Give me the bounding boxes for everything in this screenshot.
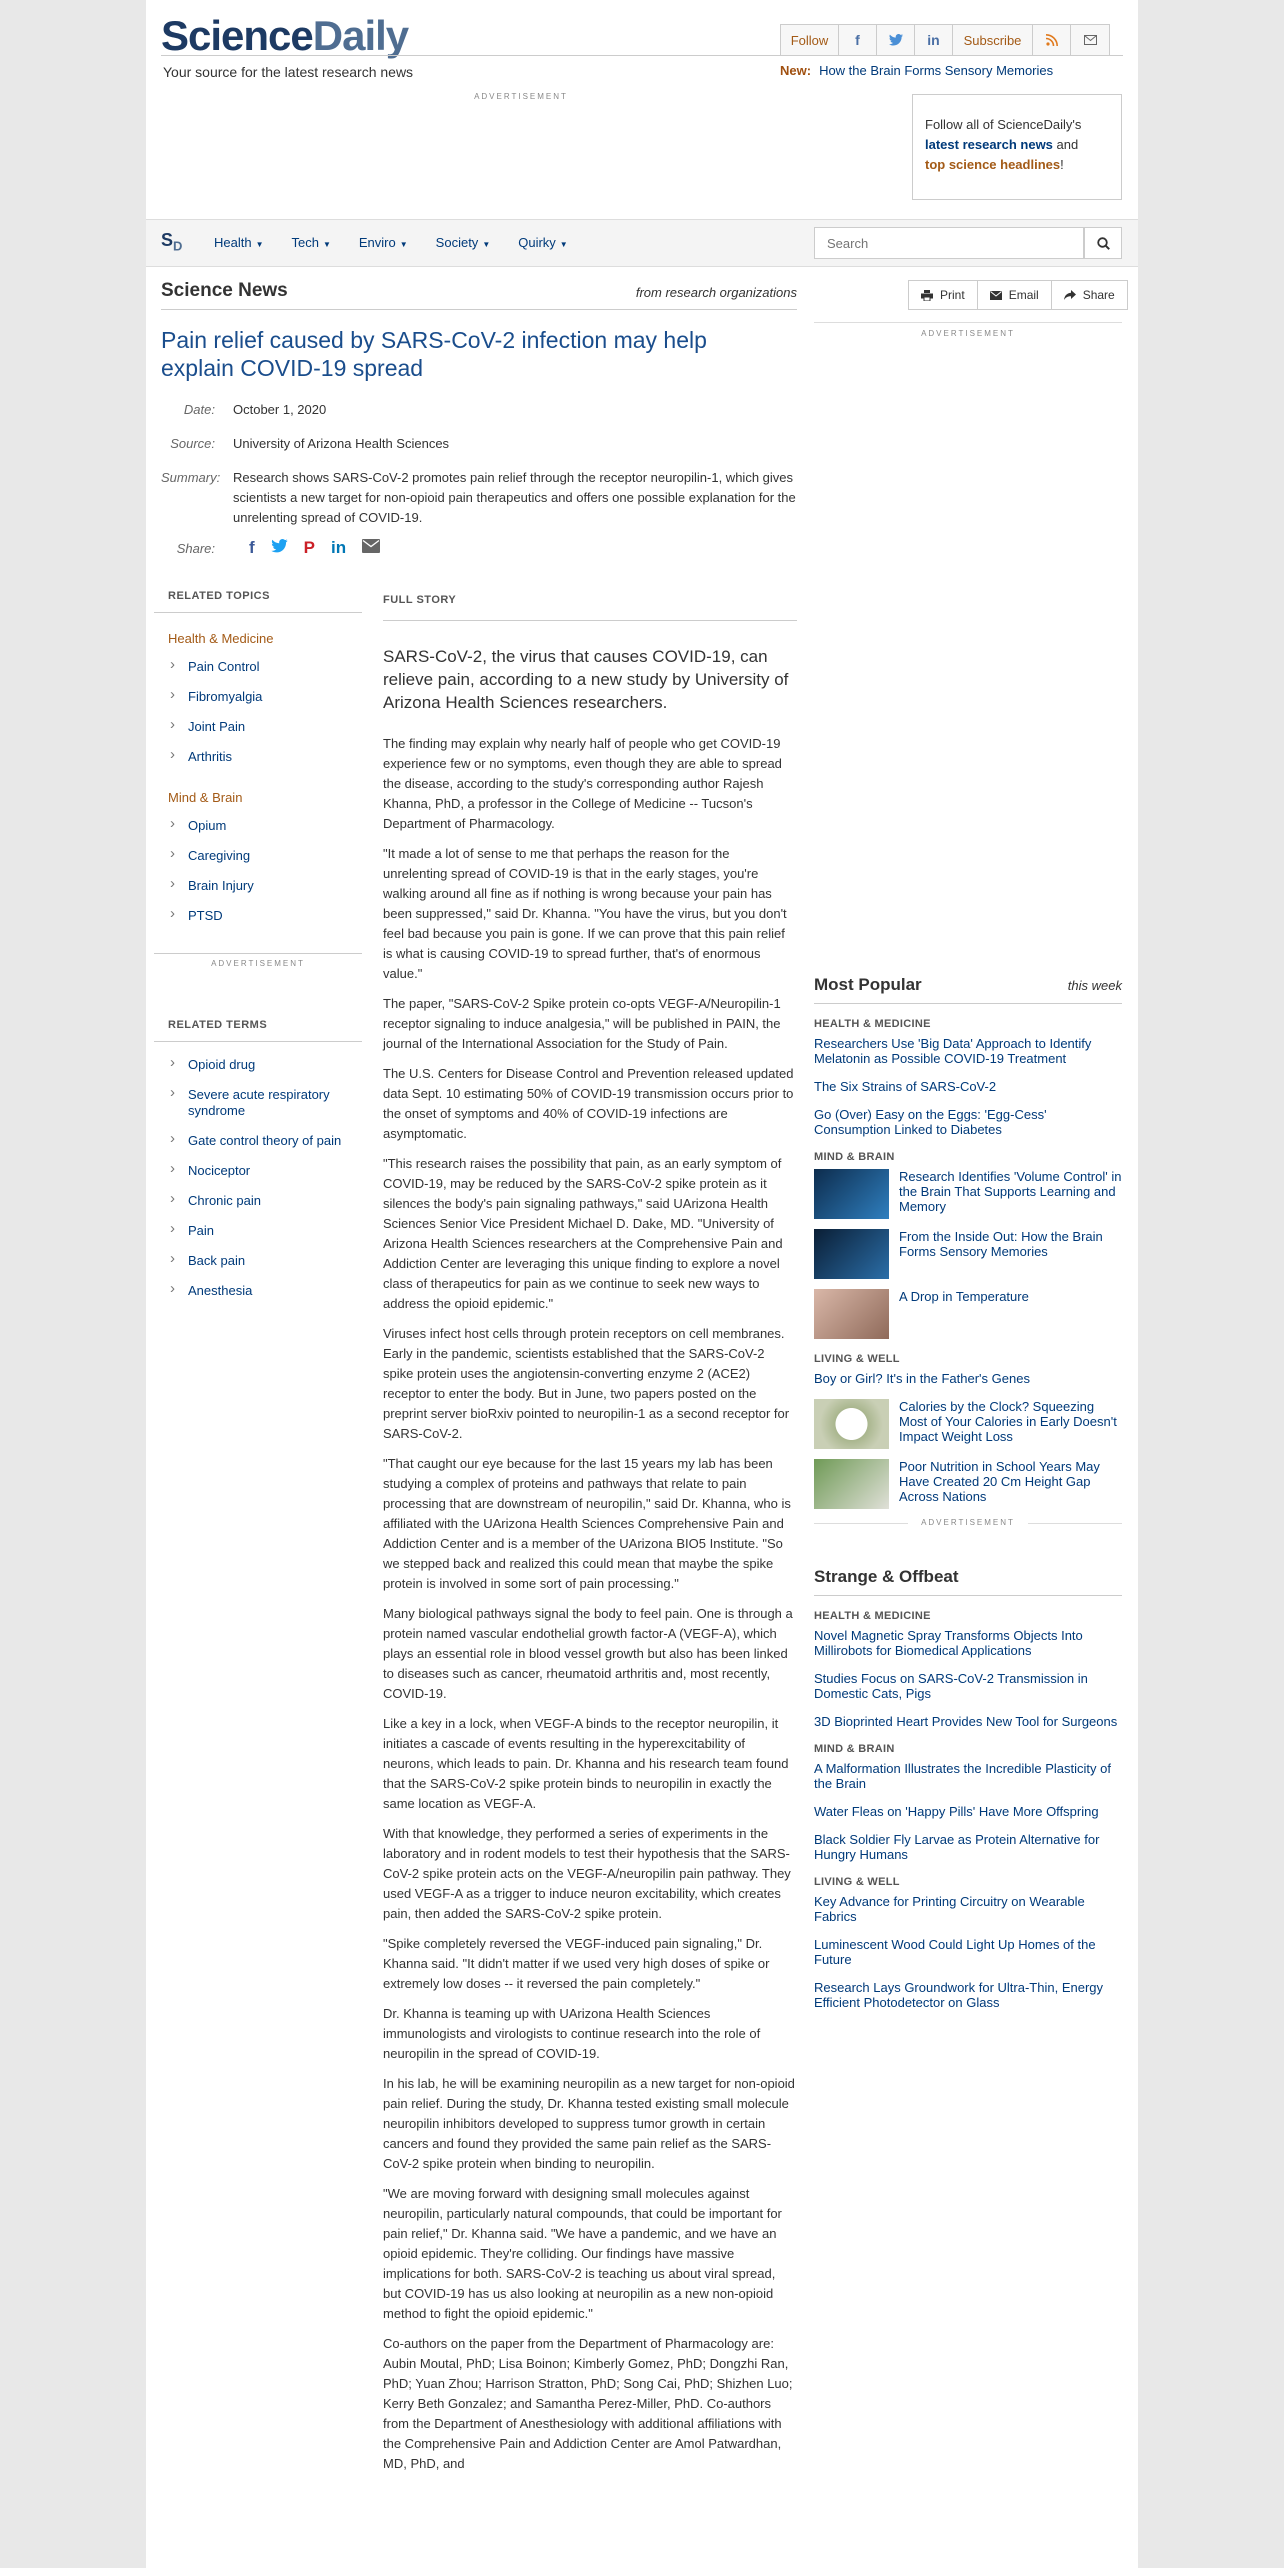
related-topics-heading: RELATED TOPICS [154, 580, 362, 613]
article-tools [908, 280, 1128, 310]
popular-link[interactable]: Poor Nutrition in School Years May Have Created 20 Cm Height Gap Across Nations [899, 1459, 1100, 1504]
nav-item-label: Enviro [358, 235, 396, 250]
main-nav [146, 219, 1138, 267]
facebook-icon[interactable]: f [839, 25, 877, 55]
popular-category: HEALTH & MEDICINE [814, 1018, 931, 1030]
nav-menu [214, 235, 568, 250]
topic-link-text[interactable]: Fibromyalgia [188, 689, 263, 704]
story-paragraph: Like a key in a lock, when VEGF-A binds to the receptor neuropilin, it initiates a cascade of events resulting in the hyperexcitability of neurons, which leads to pain. Dr. Khanna and his research team found that the SARS-CoV-2 spike protein binds to neuropilin in exactly the same location as VEGF-A. [383, 1716, 789, 1811]
term-link[interactable] [168, 1080, 362, 1126]
caret-down-icon: ▼ [399, 240, 408, 249]
related-terms-heading: RELATED TERMS [154, 1009, 362, 1042]
story-paragraph: "We are moving forward with designing small molecules against neuropilin, particularly natural compounds, that could be important for pain relief," Dr. Khanna said. "We have a pandemic, and we have an opioid epidemic. They're colliding. Our findings have massive implications for both. SARS-CoV-2 is teaching us about viral spread, but COVID-19 has us also looking at neuropilin as a new non-opioid method to fight the opioid epidemic." [383, 2186, 782, 2321]
share-label: Share [1082, 288, 1115, 302]
term-link[interactable] [168, 1246, 362, 1276]
summary-row [161, 468, 797, 528]
story-paragraph: Co-authors on the paper from the Department of Pharmacology are: Aubin Moutal, PhD; Lisa Boinon; Kimberly Gomez, PhD; Dongzhi Ran, PhD; Yuan Zhou; Harrison Stratton, PhD; Song Cai, PhD; Shizhen Luo; Kerry Beth Gonzalez; and Samantha Perez-Miller, PhD. Co-authors from the Department of Anesthesiology with additional affiliations with the Comprehensive Pain and Addiction Center are Amol Patwardhan, MD, PhD, and [383, 2336, 793, 2471]
offbeat-link[interactable]: Key Advance for Printing Circuitry on Wearable Fabrics [814, 1894, 1085, 1924]
popular-link[interactable]: The Six Strains of SARS-CoV-2 [814, 1079, 997, 1094]
follow-label: Follow [781, 25, 839, 55]
offbeat-link[interactable]: Studies Focus on SARS-CoV-2 Transmission in Domestic Cats, Pigs [814, 1671, 1088, 1701]
share-arrow-icon [1064, 290, 1076, 300]
caret-down-icon: ▼ [559, 240, 568, 249]
term-link-text[interactable]: Anesthesia [188, 1283, 253, 1298]
twitter-icon[interactable] [877, 25, 915, 55]
source-row [161, 434, 797, 454]
popular-item[interactable] [814, 1459, 1122, 1509]
print-button[interactable] [909, 281, 978, 309]
story-paragraph: "It made a lot of sense to me that perhaps the reason for the unrelenting spread of COVID-19 is that in the early stages, you're walking around all fine as if nothing is wrong because your pain has been suppressed," said Dr. Khanna. "You have the virus, but you don't feel bad because you pain is gone. If we can prove that this pain relief is what is causing COVID-19 to spread further, that's of enormous value." [383, 846, 787, 981]
plate-clock-thumbnail[interactable] [814, 1399, 889, 1449]
follow-promo-and: and [1052, 137, 1079, 152]
story-paragraph: The finding may explain why nearly half of people who get COVID-19 experience few or no symptoms, even though they are able to spread the disease, according to the study's corresponding author Rajesh Khanna, PhD, a professor in the College of Medicine -- Tucson's Department of Pharmacology. [383, 736, 782, 831]
offbeat-link[interactable]: Novel Magnetic Spray Transforms Objects Into Millirobots for Biomedical Applications [814, 1628, 1083, 1658]
popular-link[interactable]: Researchers Use 'Big Data' Approach to Identify Melatonin as Possible COVID-19 Treatment [814, 1036, 1092, 1066]
related-terms-list [154, 1050, 362, 1306]
nav-item-label: Tech [291, 235, 319, 250]
neuron-network-thumbnail[interactable] [814, 1229, 889, 1279]
section-title[interactable]: Science News [161, 280, 288, 301]
nav-item-quirky[interactable] [518, 235, 567, 250]
height-measure-thumbnail[interactable] [814, 1459, 889, 1509]
search-button[interactable] [1084, 227, 1122, 259]
popular-link[interactable]: Boy or Girl? It's in the Father's Genes [814, 1371, 1030, 1386]
follow-promo-box [912, 94, 1122, 200]
offbeat-category: MIND & BRAIN [814, 1743, 895, 1755]
summary-label: Summary: [161, 470, 221, 485]
site-tagline: Your source for the latest research news [163, 64, 414, 80]
linkedin-icon[interactable]: in [915, 25, 953, 55]
term-link-text[interactable]: Chronic pain [188, 1193, 261, 1208]
left-sidebar [154, 580, 362, 1306]
nav-logo-s: S [161, 230, 174, 250]
right-sidebar [814, 975, 1122, 2023]
follow-promo-text: Follow all of ScienceDaily's [925, 117, 1082, 132]
share-row [161, 538, 380, 558]
most-popular-header [814, 975, 1122, 1004]
pinterest-share-icon[interactable]: P [303, 538, 316, 557]
most-popular-title: Most Popular [814, 975, 922, 994]
header-ad-label: ADVERTISEMENT [474, 92, 568, 101]
story-paragraph: With that knowledge, they performed a series of experiments in the laboratory and in rodent models to test their hypothesis that the SARS-CoV-2 spike protein acts on the VEGF-A/neuropilin pain pathway. They used VEGF-A as a trigger to induce neuron excitability, which creates pain, then added the SARS-CoV-2 spike protein. [383, 1826, 791, 1921]
topic-link-text[interactable]: Opium [188, 818, 227, 833]
topic-link-text[interactable]: Joint Pain [188, 719, 246, 734]
summary-value: Research shows SARS-CoV-2 promotes pain relief through the receptor neuropilin-1, which gives scientists a new target for non-opioid pain therapeutics and offers one possible explanation for the unrelenting spread of COVID-19. [233, 470, 796, 525]
email-icon[interactable] [1071, 25, 1109, 55]
article-meta [161, 400, 797, 542]
caret-down-icon: ▼ [482, 240, 491, 249]
term-link-text[interactable]: Back pain [188, 1253, 246, 1268]
subscribe-button[interactable]: Subscribe [953, 25, 1033, 55]
page [146, 0, 1138, 2568]
nav-item-label: Health [214, 235, 252, 250]
offbeat-link[interactable]: 3D Bioprinted Heart Provides New Tool for Surgeons [814, 1714, 1118, 1729]
right-ad-divider [814, 322, 1122, 341]
new-headline-link[interactable]: How the Brain Forms Sensory Memories [819, 63, 1054, 78]
topic-category-mind[interactable]: Mind & Brain [168, 790, 243, 805]
term-link-text[interactable]: Opioid drug [188, 1057, 256, 1072]
story-lead: SARS-CoV-2, the virus that causes COVID-19, can relieve pain, according to a new study by University of Arizona Health Sciences researchers. [383, 647, 789, 712]
article-headline: Pain relief caused by SARS-CoV-2 infection may help explain COVID-19 spread [161, 327, 707, 381]
section-header [161, 280, 797, 310]
caret-down-icon: ▼ [255, 240, 264, 249]
popular-item[interactable] [814, 1289, 1122, 1339]
offbeat-category: LIVING & WELL [814, 1876, 900, 1888]
term-link[interactable] [168, 1156, 362, 1186]
term-link-text[interactable]: Nociceptor [188, 1163, 251, 1178]
topic-link-text[interactable]: Caregiving [188, 848, 251, 863]
full-story [383, 580, 797, 2484]
rss-icon[interactable] [1033, 25, 1071, 55]
story-paragraph: The paper, "SARS-CoV-2 Spike protein co-opts VEGF-A/Neuropilin-1 receptor signaling to induce analgesia," will be published in PAIN, the journal of the International Association for the Study of Pain. [383, 996, 781, 1051]
share-label: Share: [176, 540, 215, 556]
email-button[interactable] [978, 281, 1052, 309]
popular-item[interactable] [814, 1229, 1122, 1279]
story-paragraph: Dr. Khanna is teaming up with UArizona Health Sciences immunologists and virologists to continue research into the role of neuropilin in the spread of COVID-19. [383, 2006, 761, 2061]
topic-link[interactable] [168, 811, 362, 841]
sciencedaily-logo[interactable] [161, 12, 408, 60]
print-icon [921, 290, 933, 301]
popular-category: LIVING & WELL [814, 1353, 900, 1365]
source-value: University of Arizona Health Sciences [233, 436, 450, 451]
facebook-share-icon[interactable]: f [249, 538, 255, 557]
email-share-icon[interactable] [362, 538, 380, 558]
topic-link-text[interactable]: Arthritis [188, 749, 233, 764]
caret-down-icon: ▼ [322, 240, 331, 249]
offbeat-link[interactable]: Black Soldier Fly Larvae as Protein Alternative for Hungry Humans [814, 1832, 1100, 1862]
popular-item[interactable] [814, 1169, 1122, 1219]
new-tag: New: [780, 63, 812, 78]
topic-list-health [154, 652, 362, 772]
date-row [161, 400, 797, 420]
popular-link[interactable]: From the Inside Out: How the Brain Forms Sensory Memories [899, 1229, 1103, 1259]
share-button[interactable] [1052, 281, 1127, 309]
nav-item-health[interactable] [214, 235, 264, 250]
story-paragraph: Viruses infect host cells through protein receptors on cell membranes. Early in the pandemic, scientists established that the SARS-CoV-2 spike protein uses the angiotensin-converting enzyme 2 (ACE2) receptor to enter the body. But in June, two papers posted on the preprint server bioRxiv pointed to neuropilin-1 as a second receptor for SARS-CoV-2. [383, 1326, 790, 1441]
most-popular-period[interactable]: this week [1067, 978, 1122, 993]
term-link-text[interactable]: Pain [188, 1223, 215, 1238]
term-link-text[interactable]: Gate control theory of pain [188, 1133, 342, 1148]
twitter-share-icon[interactable] [271, 538, 288, 558]
nav-item-enviro[interactable] [359, 235, 408, 250]
brain-neurons-thumbnail[interactable] [814, 1169, 889, 1219]
top-headlines-link[interactable]: top science headlines [925, 157, 1061, 172]
term-link[interactable] [168, 1126, 362, 1156]
logo-science-text: Science [161, 12, 313, 59]
topic-link[interactable] [168, 652, 362, 682]
nav-item-tech[interactable] [292, 235, 331, 250]
topic-link-text[interactable]: PTSD [188, 908, 223, 923]
story-paragraph: "This research raises the possibility that pain, as an early symptom of COVID-19, may be reduced by the SARS-CoV-2 spike protein as it silences the body's pain signaling pathways," said UArizona Health Sciences Senior Vice President Michael D. Dake, MD. "University of Arizona Health Sciences researchers at the Comprehensive Pain and Addiction Center are leveraging this unique finding to explore a novel class of therapeutics for pain as we continue to seek new ways to address the opioid epidemic." [383, 1156, 783, 1311]
topic-link[interactable] [168, 871, 362, 901]
topic-link[interactable] [168, 841, 362, 871]
popular-link[interactable]: Calories by the Clock? Squeezing Most of Your Calories in Early Doesn't Impact Weight Loss [899, 1399, 1117, 1444]
follow-promo-end: ! [1060, 157, 1064, 172]
left-ad-label: ADVERTISEMENT [201, 959, 315, 968]
topic-link-text[interactable]: Pain Control [188, 659, 260, 674]
full-story-heading: FULL STORY [383, 580, 797, 621]
source-label: Source: [170, 436, 215, 451]
popular-category: MIND & BRAIN [814, 1151, 895, 1163]
search-icon [1097, 237, 1110, 250]
nav-item-label: Society [435, 235, 479, 250]
topic-link[interactable] [168, 712, 362, 742]
eye-drop-thumbnail[interactable] [814, 1289, 889, 1339]
story-paragraph: Many biological pathways signal the body to feel pain. One is through a protein named vascular endothelial growth factor-A (VEGF-A), which plays an essential role in blood vessel growth but also has been linked to diseases such as cancer, rheumatoid arthritis and, most recently, COVID-19. [383, 1606, 793, 1701]
offbeat-link[interactable]: Research Lays Groundwork for Ultra-Thin, Energy Efficient Photodetector on Glass [814, 1980, 1104, 2010]
story-paragraph: In his lab, he will be examining neuropilin as a new target for non-opioid pain relief. During the study, Dr. Khanna tested existing small molecule neuropilin inhibitors developed to suppress tumor growth in certain cancers and found they provided the same pain relief as the SARS-CoV-2 spike protein when binding to neuropilin. [383, 2076, 795, 2171]
linkedin-share-icon[interactable]: in [331, 538, 347, 557]
nav-home-logo[interactable] [161, 230, 182, 254]
offbeat-category: HEALTH & MEDICINE [814, 1610, 931, 1622]
term-link[interactable] [168, 1186, 362, 1216]
strange-offbeat-title: Strange & Offbeat [814, 1567, 959, 1586]
nav-item-society[interactable] [436, 235, 491, 250]
offbeat-link[interactable]: A Malformation Illustrates the Incredible Plasticity of the Brain [814, 1761, 1111, 1791]
follow-bar [780, 24, 1110, 56]
offbeat-link[interactable]: Luminescent Wood Could Light Up Homes of the Future [814, 1937, 1096, 1967]
topic-link-text[interactable]: Brain Injury [188, 878, 254, 893]
term-link-text[interactable]: Severe acute respiratory syndrome [188, 1087, 330, 1118]
term-link[interactable] [168, 1276, 362, 1306]
popular-link[interactable]: A Drop in Temperature [899, 1289, 1029, 1304]
popular-link[interactable]: Research Identifies 'Volume Control' in the Brain That Supports Learning and Memory [899, 1169, 1122, 1214]
topic-link[interactable] [168, 742, 362, 772]
nav-logo-d: D [173, 238, 183, 254]
logo-daily-text: Daily [312, 12, 409, 59]
envelope-icon [990, 291, 1002, 300]
new-headline-bar [780, 63, 1053, 78]
right-ad-label: ADVERTISEMENT [911, 329, 1025, 338]
offbeat-link[interactable]: Water Fleas on 'Happy Pills' Have More Offspring [814, 1804, 1099, 1819]
topic-link[interactable] [168, 682, 362, 712]
search-input[interactable] [814, 227, 1084, 259]
topic-link[interactable] [168, 901, 362, 931]
date-label: Date: [183, 402, 215, 417]
popular-item[interactable] [814, 1399, 1122, 1449]
term-link[interactable] [168, 1050, 362, 1080]
nav-item-label: Quirky [518, 235, 556, 250]
topic-list-mind [154, 811, 362, 931]
right-ad-label-2: ADVERTISEMENT [908, 1518, 1028, 1527]
latest-news-link[interactable]: latest research news [925, 137, 1053, 152]
date-value: October 1, 2020 [233, 402, 327, 417]
topic-category-health[interactable]: Health & Medicine [168, 631, 274, 646]
right-ad-divider-2 [814, 1518, 1122, 1527]
story-paragraph: "That caught our eye because for the last 15 years my lab has been studying a complex of proteins and pathways that relate to pain processing that are downstream of neuropilin," said Dr. Khanna, who is affiliated with the UArizona Health Sciences Comprehensive Pain and Addiction Center and is a member of the UArizona BIO5 Institute. "So we stepped back and realized this could mean that maybe the spike protein is involved in some sort of pain processing." [383, 1456, 791, 1591]
print-label: Print [940, 288, 965, 302]
popular-link[interactable]: Go (Over) Easy on the Eggs: 'Egg-Cess' Consumption Linked to Diabetes [814, 1107, 1047, 1137]
left-ad-divider [154, 953, 362, 969]
story-paragraph: The U.S. Centers for Disease Control and Prevention released updated data Sept. 10 estimating 50% of COVID-19 transmission occurs prior to the onset of symptoms and 40% of COVID-19 infections are asymptomatic. [383, 1066, 794, 1141]
email-label: Email [1008, 288, 1039, 302]
term-link[interactable] [168, 1216, 362, 1246]
section-subtitle: from research organizations [635, 285, 797, 300]
story-paragraph: "Spike completely reversed the VEGF-induced pain signaling," Dr. Khanna said. "It didn't matter if we used very high doses of spike or extremely low doses -- it reversed the pain completely." [383, 1936, 770, 1991]
strange-offbeat-header [814, 1567, 1122, 1596]
